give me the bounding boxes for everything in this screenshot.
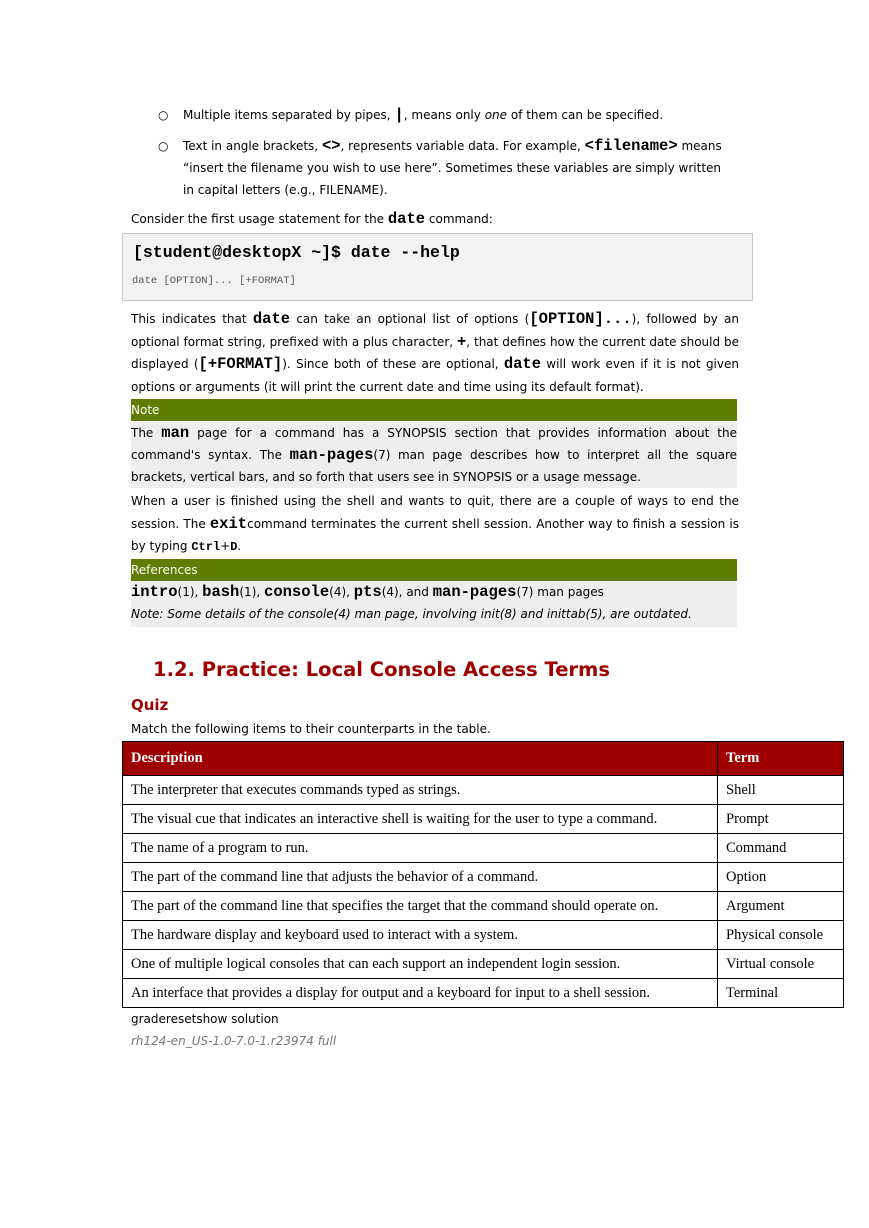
description-cell: The hardware display and keyboard used to interact with a system. — [123, 921, 718, 950]
quiz-table — [122, 741, 844, 1008]
table-row — [123, 979, 844, 1008]
consider-paragraph — [131, 208, 739, 231]
code: + — [456, 332, 467, 351]
table-row — [123, 834, 844, 863]
table-row — [123, 950, 844, 979]
code-command: [student@desktopX ~]$ date --help — [133, 243, 460, 262]
description-cell: An interface that provides a display for output and a keyboard for input to a shell session. — [123, 979, 718, 1008]
references-list — [131, 581, 737, 603]
description-cell: The name of a program to run. — [123, 834, 718, 863]
code: date — [252, 310, 291, 328]
code-angle: <> — [321, 137, 341, 155]
ref-name: intro — [131, 583, 178, 601]
bullet-item-angle-brackets — [158, 135, 758, 201]
quiz-heading: Quiz — [131, 696, 169, 714]
term-cell[interactable]: Option — [718, 863, 844, 892]
code: [OPTION]... — [529, 310, 632, 328]
term-cell[interactable]: Physical console — [718, 921, 844, 950]
references-body — [131, 581, 737, 627]
ref-name: man-pages — [432, 583, 517, 601]
text: means “insert the filename you wish to use here”. Sometimes these variables are simply written in capital letters (e.g., FILENAME). — [183, 139, 722, 197]
note-body — [131, 422, 737, 488]
code: man-pages — [289, 446, 374, 464]
description-cell: The part of the command line that specifies the target that the command should operate on. — [123, 892, 718, 921]
bullet-item-pipes — [158, 104, 758, 126]
text: . — [237, 539, 242, 553]
column-header-description: Description — [123, 742, 718, 776]
description-cell: The visual cue that indicates an interactive shell is waiting for the user to type a command. — [123, 805, 718, 834]
section-title: 1.2. Practice: Local Console Access Terms — [153, 658, 610, 681]
text: (7) man page describes how to interpret all the square brackets, vertical bars, and so forth that users see in SYNOPSIS or a usage message. — [131, 448, 738, 484]
text: command: — [425, 212, 493, 226]
key-d: D — [230, 540, 238, 554]
bullet-text — [183, 135, 728, 201]
text: ). Since both of these are optional, — [282, 357, 504, 371]
ref-section: (4), and — [381, 585, 433, 599]
text: Consider the first usage statement for the — [131, 212, 388, 226]
description-cell: One of multiple logical consoles that can each support an independent login session. — [123, 950, 718, 979]
version-footer: rh124-en_US-1.0-7.0-1.r23974 full — [131, 1034, 337, 1048]
text: When a user is finished using the shell and wants to quit, there are a couple of ways to end the session. The — [131, 494, 739, 531]
key-ctrl: Ctrl — [191, 540, 221, 554]
references-note: Note: Some details of the console(4) man page, involving init(8) and inittab(5), are outdated. — [131, 607, 692, 621]
code: [+FORMAT] — [198, 355, 283, 373]
text: , means only — [403, 108, 485, 122]
table-header-row — [123, 742, 844, 776]
bullet-text — [183, 104, 728, 126]
text: This indicates that — [131, 312, 253, 326]
term-cell[interactable]: Virtual console — [718, 950, 844, 979]
description-cell: The interpreter that executes commands typed as strings. — [123, 776, 718, 805]
text: command terminates the current shell session. Another way to finish a session is by typing — [131, 516, 739, 553]
term-cell[interactable]: Command — [718, 834, 844, 863]
show-solution-link[interactable]: show solution — [196, 1012, 279, 1026]
column-header-term: Term — [718, 742, 844, 776]
description-cell: The part of the command line that adjusts the behavior of a command. — [123, 863, 718, 892]
term-cell[interactable]: Argument — [718, 892, 844, 921]
exit-paragraph — [131, 490, 739, 559]
table-row — [123, 863, 844, 892]
bullet-marker: ○ — [158, 108, 169, 122]
ref-section: (7) man pages — [516, 585, 604, 599]
note-header: Note — [131, 399, 737, 421]
references-header: References — [131, 559, 737, 581]
term-cell[interactable]: Prompt — [718, 805, 844, 834]
ref-section: (1), — [239, 585, 265, 599]
text: page for a command has a SYNOPSIS section that provides information about the command's syntax. The — [131, 426, 737, 462]
table-row — [123, 892, 844, 921]
table-row — [123, 776, 844, 805]
bullet-marker: ○ — [158, 139, 169, 153]
term-cell[interactable]: Terminal — [718, 979, 844, 1008]
ref-name: bash — [202, 583, 240, 601]
code: man — [161, 424, 190, 442]
text: Text in angle brackets, — [183, 139, 322, 153]
grade-link[interactable]: grade — [131, 1012, 166, 1026]
text: will work even if it is not given options or arguments (it will print the current date and time using its default format). — [131, 357, 739, 394]
code-block — [122, 233, 753, 301]
text: Multiple items separated by pipes, — [183, 108, 395, 122]
reset-link[interactable]: reset — [165, 1012, 197, 1026]
emphasis: one — [484, 108, 508, 122]
ref-name: console — [264, 583, 330, 601]
table-row — [123, 921, 844, 950]
code-filename: <filename> — [584, 137, 678, 155]
code-output: date [OPTION]... [+FORMAT] — [132, 275, 296, 287]
text: , that defines how the current date should be displayed ( — [131, 334, 739, 371]
code: exit — [209, 514, 248, 533]
text: ), followed by an optional format string, prefixed with a plus character, — [131, 312, 740, 349]
bullet-list — [158, 104, 758, 210]
term-cell[interactable]: Shell — [718, 776, 844, 805]
text: + — [220, 539, 231, 553]
text: The — [131, 426, 162, 440]
quiz-intro: Match the following items to their counterparts in the table. — [131, 722, 491, 736]
code: date — [503, 355, 542, 373]
ref-section: (4), — [329, 585, 354, 599]
table-row — [123, 805, 844, 834]
indicates-paragraph — [131, 308, 739, 398]
code-date: date — [387, 210, 426, 228]
text: can take an optional list of options ( — [290, 312, 530, 326]
text: of them can be specified. — [507, 108, 664, 122]
code-pipe: | — [394, 106, 404, 124]
ref-name: pts — [353, 583, 382, 601]
text: , represents variable data. For example, — [340, 139, 585, 153]
ref-section: (1), — [177, 585, 203, 599]
quiz-actions — [131, 1012, 279, 1026]
